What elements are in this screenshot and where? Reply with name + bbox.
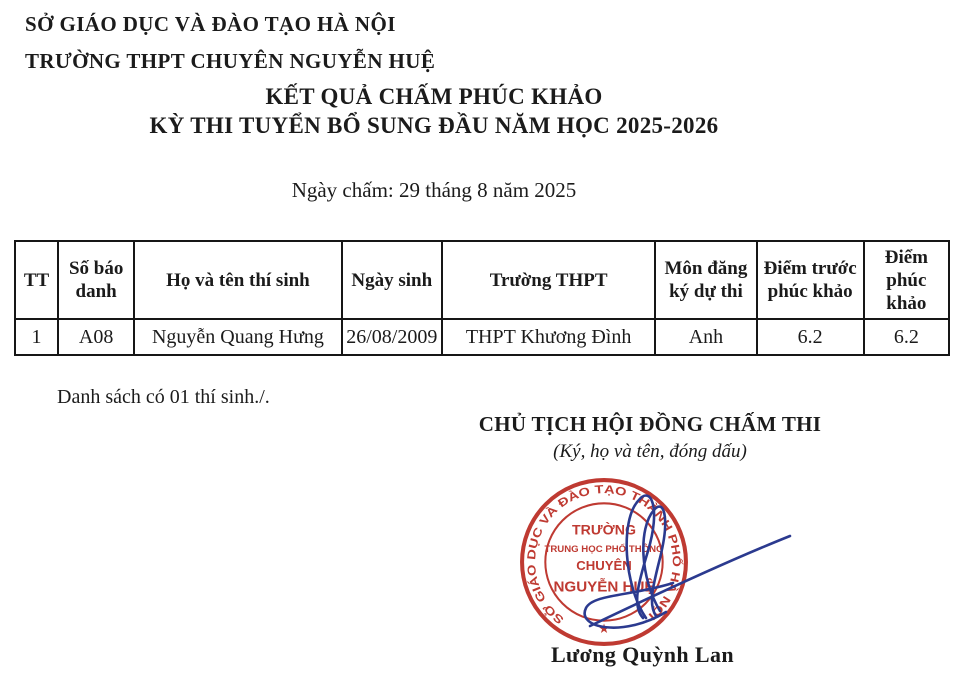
stamp-ring-text: SỞ GIÁO DỤC VÀ ĐÀO TẠO THÀNH PHỐ HÀ NỘI (525, 483, 683, 627)
header-school: Trường THPT (442, 241, 655, 319)
header-name: Họ và tên thí sinh (134, 241, 341, 319)
header-score-before: Điểm trước phúc khảo (757, 241, 864, 319)
cell-school: THPT Khương Đình (442, 319, 655, 355)
header-sbd: Số báo danh (58, 241, 134, 319)
stamp-star-icon: ★ (598, 620, 610, 636)
title-line-2: KỲ THI TUYỂN BỔ SUNG ĐẦU NĂM HỌC 2025-2026 (149, 113, 719, 138)
table-header-row (15, 241, 949, 319)
signature-strokes (585, 495, 790, 627)
results-table (14, 240, 950, 356)
cell-name: Nguyễn Quang Hưng (134, 319, 341, 355)
document-title (0, 82, 868, 140)
cell-subject: Anh (655, 319, 756, 355)
signer-name: Lương Quỳnh Lan (550, 642, 735, 667)
letterhead (25, 6, 435, 80)
cell-score-before: 6.2 (757, 319, 864, 355)
cell-dob: 26/08/2009 (342, 319, 442, 355)
stamp-center-line-4: NGUYỄN HUỆ (553, 578, 655, 596)
header-subject: Môn đăng ký dự thi (655, 241, 756, 319)
title-line-1: KẾT QUẢ CHẤM PHÚC KHẢO (265, 84, 603, 109)
letterhead-department: SỞ GIÁO DỤC VÀ ĐÀO TẠO HÀ NỘI (25, 12, 396, 36)
letterhead-school: TRƯỜNG THPT CHUYÊN NGUYỄN HUỆ (25, 49, 436, 73)
signature-title: CHỦ TỊCH HỘI ĐỒNG CHẤM THI (478, 412, 822, 436)
summary-note: Danh sách có 01 thí sinh./. (57, 386, 270, 408)
cell-tt: 1 (15, 319, 58, 355)
stamp-center-line-3: CHUYÊN (576, 558, 632, 574)
signature-block (420, 412, 880, 463)
header-score-after: Điểm phúc khảo (864, 241, 949, 319)
stamp-center-line-2: TRUNG HỌC PHỔ THÔNG (544, 543, 664, 555)
cell-sbd: A08 (58, 319, 134, 355)
signature-instruction: (Ký, họ và tên, đóng dấu) (553, 441, 747, 462)
stamp-center-line-1: TRƯỜNG (572, 522, 636, 539)
signature-flourish-line (590, 536, 790, 626)
grading-date: Ngày chấm: 29 tháng 8 năm 2025 (291, 178, 577, 202)
table-row (15, 319, 949, 355)
header-dob: Ngày sinh (342, 241, 442, 319)
header-tt: TT (15, 241, 58, 319)
cell-score-after: 6.2 (864, 319, 949, 355)
handwritten-signature (528, 466, 828, 651)
